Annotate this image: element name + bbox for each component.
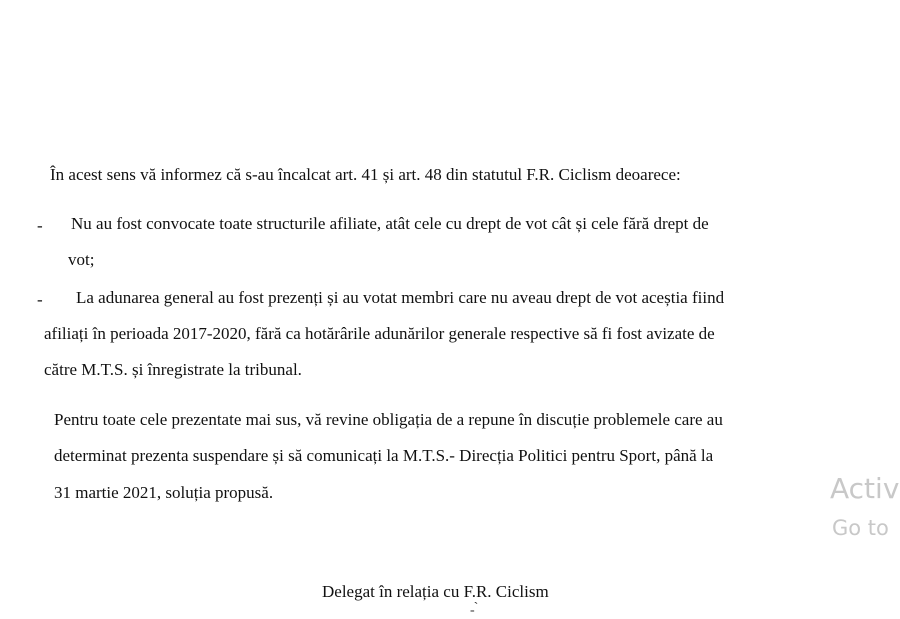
activation-watermark-subtitle: Go to — [832, 516, 889, 540]
bullet-marker: - — [37, 290, 43, 309]
signature-label: Delegat în relația cu F.R. Ciclism — [322, 582, 549, 601]
paragraph-line-1: Pentru toate cele prezentate mai sus, vă revine obligația de a repune în discuție problemele care au — [54, 410, 723, 429]
bullet-2-line-2: afiliați în perioada 2017-2020, fără ca hotărârile adunărilor generale respective să fi fost avizate de — [44, 324, 715, 343]
activation-watermark-title: Activ — [830, 472, 900, 505]
bullet-2-line-1: La adunarea general au fost prezenți și au votat membri care nu aveau drept de vot aceștia fiind — [76, 288, 725, 307]
bullet-1-line-1: Nu au fost convocate toate structurile afiliate, atât cele cu drept de vot cât și cele fără drept de — [71, 214, 709, 233]
bullet-marker: - — [37, 216, 43, 235]
paragraph-line-3: 31 martie 2021, soluția propusă. — [54, 483, 274, 502]
signature-mark: - ̀ — [470, 603, 479, 618]
bullet-2-line-3: către M.T.S. și înregistrate la tribunal. — [44, 360, 302, 379]
intro-text: În acest sens vă informez că s-au încalcat art. 41 și art. 48 din statutul F.R. Ciclism deoarece: — [50, 165, 681, 184]
paragraph-line-2: determinat prezenta suspendare și să comunicați la M.T.S.- Direcția Politici pentru Sport, până la — [54, 446, 714, 465]
bullet-1-line-2: vot; — [68, 250, 95, 269]
